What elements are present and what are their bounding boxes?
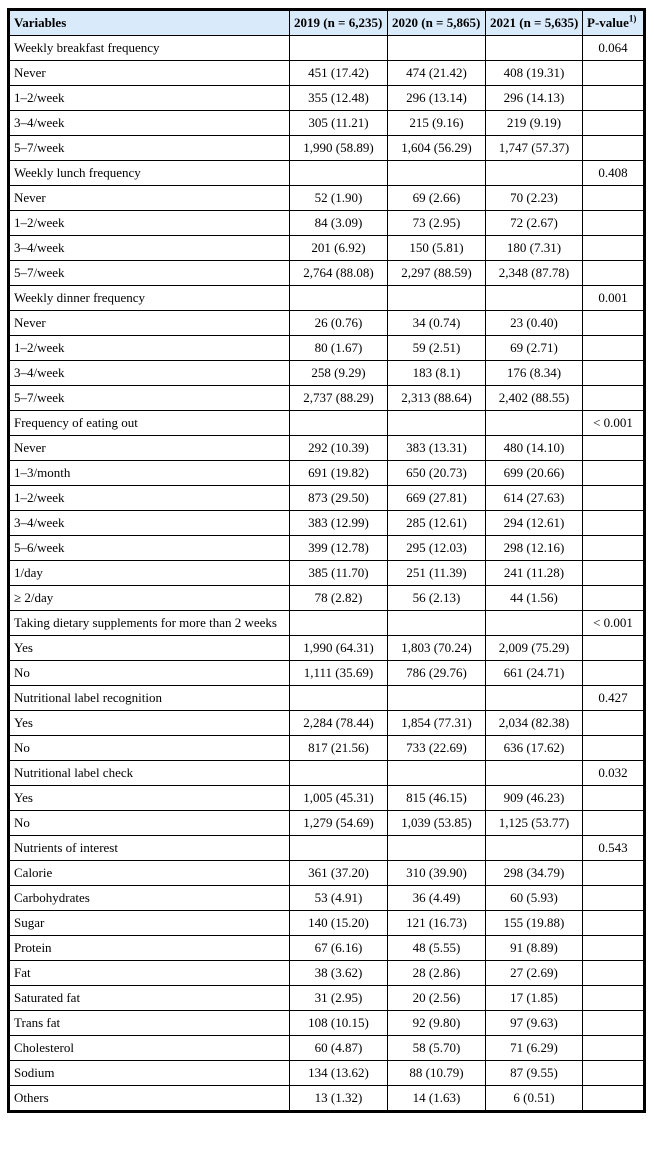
variable-label-cell: ≥ 2/day — [9, 586, 290, 611]
variable-label-cell: 1–2/week — [9, 211, 290, 236]
value-2021-cell: 294 (12.61) — [486, 511, 583, 536]
value-2021-cell: 2,034 (82.38) — [486, 711, 583, 736]
table-row — [9, 861, 645, 886]
table-row — [9, 586, 645, 611]
value-2021-cell: 1,125 (53.77) — [486, 811, 583, 836]
value-2020-cell: 59 (2.51) — [388, 336, 486, 361]
variable-label-cell: 3–4/week — [9, 511, 290, 536]
variable-label-cell: Trans fat — [9, 1011, 290, 1036]
variable-label-cell: Fat — [9, 961, 290, 986]
value-2019-cell — [290, 161, 388, 186]
variable-label-cell: 3–4/week — [9, 111, 290, 136]
variable-label-cell: Weekly breakfast frequency — [9, 36, 290, 61]
value-2021-cell: 480 (14.10) — [486, 436, 583, 461]
variable-label-cell: Protein — [9, 936, 290, 961]
year-2019-column-header: 2019 (n = 6,235) — [290, 10, 388, 36]
table-row — [9, 86, 645, 111]
p-value-cell — [583, 886, 645, 911]
value-2020-cell: 285 (12.61) — [388, 511, 486, 536]
p-value-cell — [583, 786, 645, 811]
table-row — [9, 411, 645, 436]
table-row — [9, 536, 645, 561]
value-2019-cell — [290, 286, 388, 311]
value-2021-cell: 155 (19.88) — [486, 911, 583, 936]
variable-label-cell: Weekly dinner frequency — [9, 286, 290, 311]
value-2020-cell: 56 (2.13) — [388, 586, 486, 611]
variable-label-cell: Taking dietary supplements for more than 2 weeks — [9, 611, 290, 636]
value-2020-cell: 121 (16.73) — [388, 911, 486, 936]
value-2019-cell: 52 (1.90) — [290, 186, 388, 211]
table-row — [9, 786, 645, 811]
value-2020-cell: 1,854 (77.31) — [388, 711, 486, 736]
p-value-cell — [583, 486, 645, 511]
value-2019-cell: 1,279 (54.69) — [290, 811, 388, 836]
variable-label-cell: Yes — [9, 636, 290, 661]
table-row — [9, 186, 645, 211]
p-value-column-header — [583, 10, 645, 36]
value-2019-cell: 201 (6.92) — [290, 236, 388, 261]
value-2019-cell — [290, 836, 388, 861]
value-2020-cell: 88 (10.79) — [388, 1061, 486, 1086]
value-2020-cell: 296 (13.14) — [388, 86, 486, 111]
value-2020-cell: 34 (0.74) — [388, 311, 486, 336]
variable-label-cell: Saturated fat — [9, 986, 290, 1011]
value-2021-cell: 6 (0.51) — [486, 1086, 583, 1112]
value-2019-cell: 80 (1.67) — [290, 336, 388, 361]
table-row — [9, 111, 645, 136]
p-value-cell — [583, 1011, 645, 1036]
table-row — [9, 811, 645, 836]
table-row — [9, 886, 645, 911]
table-row — [9, 686, 645, 711]
value-2021-cell — [486, 836, 583, 861]
table-row — [9, 711, 645, 736]
header-row — [9, 10, 645, 36]
value-2019-cell: 258 (9.29) — [290, 361, 388, 386]
table-row — [9, 211, 645, 236]
variable-label-cell: Calorie — [9, 861, 290, 886]
value-2021-cell — [486, 761, 583, 786]
value-2021-cell — [486, 286, 583, 311]
table-row — [9, 611, 645, 636]
variable-label-cell: 1–2/week — [9, 486, 290, 511]
p-value-cell — [583, 661, 645, 686]
value-2019-cell: 1,111 (35.69) — [290, 661, 388, 686]
variable-label-cell: Never — [9, 186, 290, 211]
variable-label-cell: 1/day — [9, 561, 290, 586]
p-value-cell — [583, 961, 645, 986]
value-2019-cell — [290, 761, 388, 786]
value-2019-cell: 2,284 (78.44) — [290, 711, 388, 736]
value-2019-cell: 292 (10.39) — [290, 436, 388, 461]
variable-label-cell: Frequency of eating out — [9, 411, 290, 436]
value-2021-cell: 97 (9.63) — [486, 1011, 583, 1036]
value-2021-cell: 614 (27.63) — [486, 486, 583, 511]
value-2019-cell: 67 (6.16) — [290, 936, 388, 961]
value-2021-cell: 44 (1.56) — [486, 586, 583, 611]
value-2020-cell — [388, 761, 486, 786]
value-2020-cell: 2,313 (88.64) — [388, 386, 486, 411]
value-2019-cell: 873 (29.50) — [290, 486, 388, 511]
table-row — [9, 486, 645, 511]
value-2021-cell: 661 (24.71) — [486, 661, 583, 686]
table-row — [9, 636, 645, 661]
table-row — [9, 761, 645, 786]
table-row — [9, 936, 645, 961]
p-value-cell: 0.064 — [583, 36, 645, 61]
value-2021-cell: 2,009 (75.29) — [486, 636, 583, 661]
p-value-cell — [583, 986, 645, 1011]
table-row — [9, 236, 645, 261]
p-value-cell — [583, 311, 645, 336]
value-2021-cell: 72 (2.67) — [486, 211, 583, 236]
value-2020-cell: 669 (27.81) — [388, 486, 486, 511]
value-2021-cell: 298 (34.79) — [486, 861, 583, 886]
value-2020-cell: 786 (29.76) — [388, 661, 486, 686]
value-2019-cell: 1,990 (64.31) — [290, 636, 388, 661]
p-value-footnote-marker: 1) — [628, 13, 637, 24]
p-value-cell — [583, 861, 645, 886]
variable-label-cell: Never — [9, 61, 290, 86]
p-value-cell — [583, 711, 645, 736]
value-2020-cell — [388, 36, 486, 61]
variable-label-cell: Nutritional label recognition — [9, 686, 290, 711]
value-2021-cell: 2,402 (88.55) — [486, 386, 583, 411]
value-2020-cell: 295 (12.03) — [388, 536, 486, 561]
value-2020-cell: 474 (21.42) — [388, 61, 486, 86]
table-row — [9, 161, 645, 186]
value-2021-cell: 60 (5.93) — [486, 886, 583, 911]
variable-label-cell: Others — [9, 1086, 290, 1112]
variable-label-cell: Nutritional label check — [9, 761, 290, 786]
p-value-cell — [583, 61, 645, 86]
value-2020-cell: 58 (5.70) — [388, 1036, 486, 1061]
p-value-cell — [583, 636, 645, 661]
value-2019-cell: 2,764 (88.08) — [290, 261, 388, 286]
variable-label-cell: 5–7/week — [9, 136, 290, 161]
value-2021-cell: 296 (14.13) — [486, 86, 583, 111]
table-row — [9, 461, 645, 486]
p-value-cell — [583, 136, 645, 161]
value-2019-cell: 361 (37.20) — [290, 861, 388, 886]
value-2020-cell — [388, 686, 486, 711]
variable-label-cell: Yes — [9, 786, 290, 811]
value-2021-cell — [486, 611, 583, 636]
p-value-cell: 0.032 — [583, 761, 645, 786]
p-value-cell: 0.543 — [583, 836, 645, 861]
variable-label-cell: Never — [9, 311, 290, 336]
value-2021-cell: 241 (11.28) — [486, 561, 583, 586]
p-value-cell — [583, 911, 645, 936]
table-row — [9, 261, 645, 286]
p-value-cell — [583, 511, 645, 536]
value-2019-cell: 108 (10.15) — [290, 1011, 388, 1036]
value-2021-cell: 17 (1.85) — [486, 986, 583, 1011]
variable-label-cell: Sodium — [9, 1061, 290, 1086]
p-value-cell — [583, 111, 645, 136]
p-value-cell — [583, 336, 645, 361]
value-2019-cell — [290, 36, 388, 61]
value-2020-cell: 20 (2.56) — [388, 986, 486, 1011]
value-2021-cell: 23 (0.40) — [486, 311, 583, 336]
p-value-cell — [583, 236, 645, 261]
p-value-cell — [583, 536, 645, 561]
value-2019-cell: 134 (13.62) — [290, 1061, 388, 1086]
table-row — [9, 986, 645, 1011]
value-2021-cell: 91 (8.89) — [486, 936, 583, 961]
value-2020-cell: 14 (1.63) — [388, 1086, 486, 1112]
p-value-cell — [583, 86, 645, 111]
p-value-cell: < 0.001 — [583, 411, 645, 436]
table-row — [9, 911, 645, 936]
value-2019-cell: 13 (1.32) — [290, 1086, 388, 1112]
variable-label-cell: No — [9, 811, 290, 836]
p-value-cell — [583, 211, 645, 236]
variable-label-cell: 3–4/week — [9, 361, 290, 386]
value-2019-cell: 78 (2.82) — [290, 586, 388, 611]
value-2019-cell: 84 (3.09) — [290, 211, 388, 236]
variable-label-cell: 1–3/month — [9, 461, 290, 486]
value-2019-cell: 140 (15.20) — [290, 911, 388, 936]
value-2021-cell: 180 (7.31) — [486, 236, 583, 261]
value-2020-cell: 73 (2.95) — [388, 211, 486, 236]
table-row — [9, 1061, 645, 1086]
value-2021-cell — [486, 36, 583, 61]
p-value-cell — [583, 436, 645, 461]
value-2021-cell: 909 (46.23) — [486, 786, 583, 811]
table-row — [9, 511, 645, 536]
table-row — [9, 436, 645, 461]
p-value-cell — [583, 736, 645, 761]
value-2019-cell: 817 (21.56) — [290, 736, 388, 761]
p-value-cell: < 0.001 — [583, 611, 645, 636]
variable-label-cell: 5–7/week — [9, 386, 290, 411]
variable-label-cell: 5–6/week — [9, 536, 290, 561]
value-2019-cell: 1,990 (58.89) — [290, 136, 388, 161]
variable-label-cell: Carbohydrates — [9, 886, 290, 911]
p-value-cell — [583, 386, 645, 411]
value-2019-cell: 451 (17.42) — [290, 61, 388, 86]
value-2020-cell: 733 (22.69) — [388, 736, 486, 761]
value-2019-cell: 31 (2.95) — [290, 986, 388, 1011]
table-row — [9, 1036, 645, 1061]
value-2019-cell — [290, 411, 388, 436]
value-2020-cell — [388, 411, 486, 436]
value-2019-cell: 2,737 (88.29) — [290, 386, 388, 411]
value-2019-cell: 355 (12.48) — [290, 86, 388, 111]
p-value-cell: 0.427 — [583, 686, 645, 711]
table-row — [9, 286, 645, 311]
value-2020-cell — [388, 836, 486, 861]
p-value-cell — [583, 1036, 645, 1061]
p-value-cell — [583, 936, 645, 961]
variable-label-cell: No — [9, 736, 290, 761]
value-2020-cell: 1,604 (56.29) — [388, 136, 486, 161]
table-row — [9, 361, 645, 386]
value-2020-cell — [388, 161, 486, 186]
value-2020-cell: 650 (20.73) — [388, 461, 486, 486]
p-value-cell — [583, 1086, 645, 1112]
p-value-cell: 0.408 — [583, 161, 645, 186]
value-2021-cell: 699 (20.66) — [486, 461, 583, 486]
value-2019-cell: 305 (11.21) — [290, 111, 388, 136]
variable-label-cell: 5–7/week — [9, 261, 290, 286]
value-2021-cell — [486, 686, 583, 711]
table-row — [9, 386, 645, 411]
value-2019-cell: 385 (11.70) — [290, 561, 388, 586]
value-2020-cell: 48 (5.55) — [388, 936, 486, 961]
value-2019-cell: 383 (12.99) — [290, 511, 388, 536]
table-row — [9, 836, 645, 861]
variable-label-cell: Cholesterol — [9, 1036, 290, 1061]
p-value-cell — [583, 1061, 645, 1086]
p-value-cell — [583, 811, 645, 836]
value-2021-cell: 2,348 (87.78) — [486, 261, 583, 286]
variable-label-cell: Sugar — [9, 911, 290, 936]
value-2020-cell: 92 (9.80) — [388, 1011, 486, 1036]
value-2020-cell: 1,039 (53.85) — [388, 811, 486, 836]
table-row — [9, 736, 645, 761]
variable-label-cell: Weekly lunch frequency — [9, 161, 290, 186]
value-2020-cell: 310 (39.90) — [388, 861, 486, 886]
value-2020-cell: 2,297 (88.59) — [388, 261, 486, 286]
value-2020-cell: 150 (5.81) — [388, 236, 486, 261]
table-row — [9, 311, 645, 336]
p-value-cell — [583, 461, 645, 486]
table-row — [9, 961, 645, 986]
table-row — [9, 661, 645, 686]
variable-label-cell: 3–4/week — [9, 236, 290, 261]
data-table — [7, 8, 646, 1113]
value-2021-cell: 408 (19.31) — [486, 61, 583, 86]
value-2021-cell: 298 (12.16) — [486, 536, 583, 561]
value-2020-cell — [388, 611, 486, 636]
value-2021-cell: 1,747 (57.37) — [486, 136, 583, 161]
value-2020-cell — [388, 286, 486, 311]
variables-column-header: Variables — [9, 10, 290, 36]
p-value-cell: 0.001 — [583, 286, 645, 311]
value-2020-cell: 183 (8.1) — [388, 361, 486, 386]
table-row — [9, 136, 645, 161]
variable-label-cell: Never — [9, 436, 290, 461]
value-2019-cell: 1,005 (45.31) — [290, 786, 388, 811]
table-row — [9, 1011, 645, 1036]
variable-label-cell: Nutrients of interest — [9, 836, 290, 861]
table-row — [9, 61, 645, 86]
variable-label-cell: No — [9, 661, 290, 686]
p-value-cell — [583, 361, 645, 386]
value-2019-cell: 60 (4.87) — [290, 1036, 388, 1061]
value-2019-cell: 26 (0.76) — [290, 311, 388, 336]
value-2021-cell: 69 (2.71) — [486, 336, 583, 361]
p-value-cell — [583, 186, 645, 211]
value-2020-cell: 251 (11.39) — [388, 561, 486, 586]
value-2021-cell: 71 (6.29) — [486, 1036, 583, 1061]
value-2019-cell: 53 (4.91) — [290, 886, 388, 911]
table-row — [9, 1086, 645, 1112]
value-2021-cell: 176 (8.34) — [486, 361, 583, 386]
value-2021-cell — [486, 161, 583, 186]
value-2020-cell: 28 (2.86) — [388, 961, 486, 986]
table-row — [9, 561, 645, 586]
value-2021-cell: 87 (9.55) — [486, 1061, 583, 1086]
table-row — [9, 36, 645, 61]
variable-label-cell: Yes — [9, 711, 290, 736]
value-2020-cell: 383 (13.31) — [388, 436, 486, 461]
value-2019-cell — [290, 611, 388, 636]
p-value-cell — [583, 561, 645, 586]
value-2021-cell: 70 (2.23) — [486, 186, 583, 211]
table-body — [9, 36, 645, 1112]
p-value-cell — [583, 261, 645, 286]
value-2021-cell — [486, 411, 583, 436]
value-2019-cell: 38 (3.62) — [290, 961, 388, 986]
value-2020-cell: 1,803 (70.24) — [388, 636, 486, 661]
year-2020-column-header: 2020 (n = 5,865) — [388, 10, 486, 36]
variable-label-cell: 1–2/week — [9, 86, 290, 111]
value-2020-cell: 69 (2.66) — [388, 186, 486, 211]
value-2021-cell: 636 (17.62) — [486, 736, 583, 761]
value-2021-cell: 219 (9.19) — [486, 111, 583, 136]
value-2019-cell: 399 (12.78) — [290, 536, 388, 561]
p-value-header-label: P-value — [587, 15, 629, 30]
value-2021-cell: 27 (2.69) — [486, 961, 583, 986]
year-2021-column-header: 2021 (n = 5,635) — [486, 10, 583, 36]
variable-label-cell: 1–2/week — [9, 336, 290, 361]
p-value-cell — [583, 586, 645, 611]
value-2020-cell: 215 (9.16) — [388, 111, 486, 136]
table-header — [9, 10, 645, 36]
value-2019-cell: 691 (19.82) — [290, 461, 388, 486]
value-2019-cell — [290, 686, 388, 711]
value-2020-cell: 815 (46.15) — [388, 786, 486, 811]
table-row — [9, 336, 645, 361]
value-2020-cell: 36 (4.49) — [388, 886, 486, 911]
